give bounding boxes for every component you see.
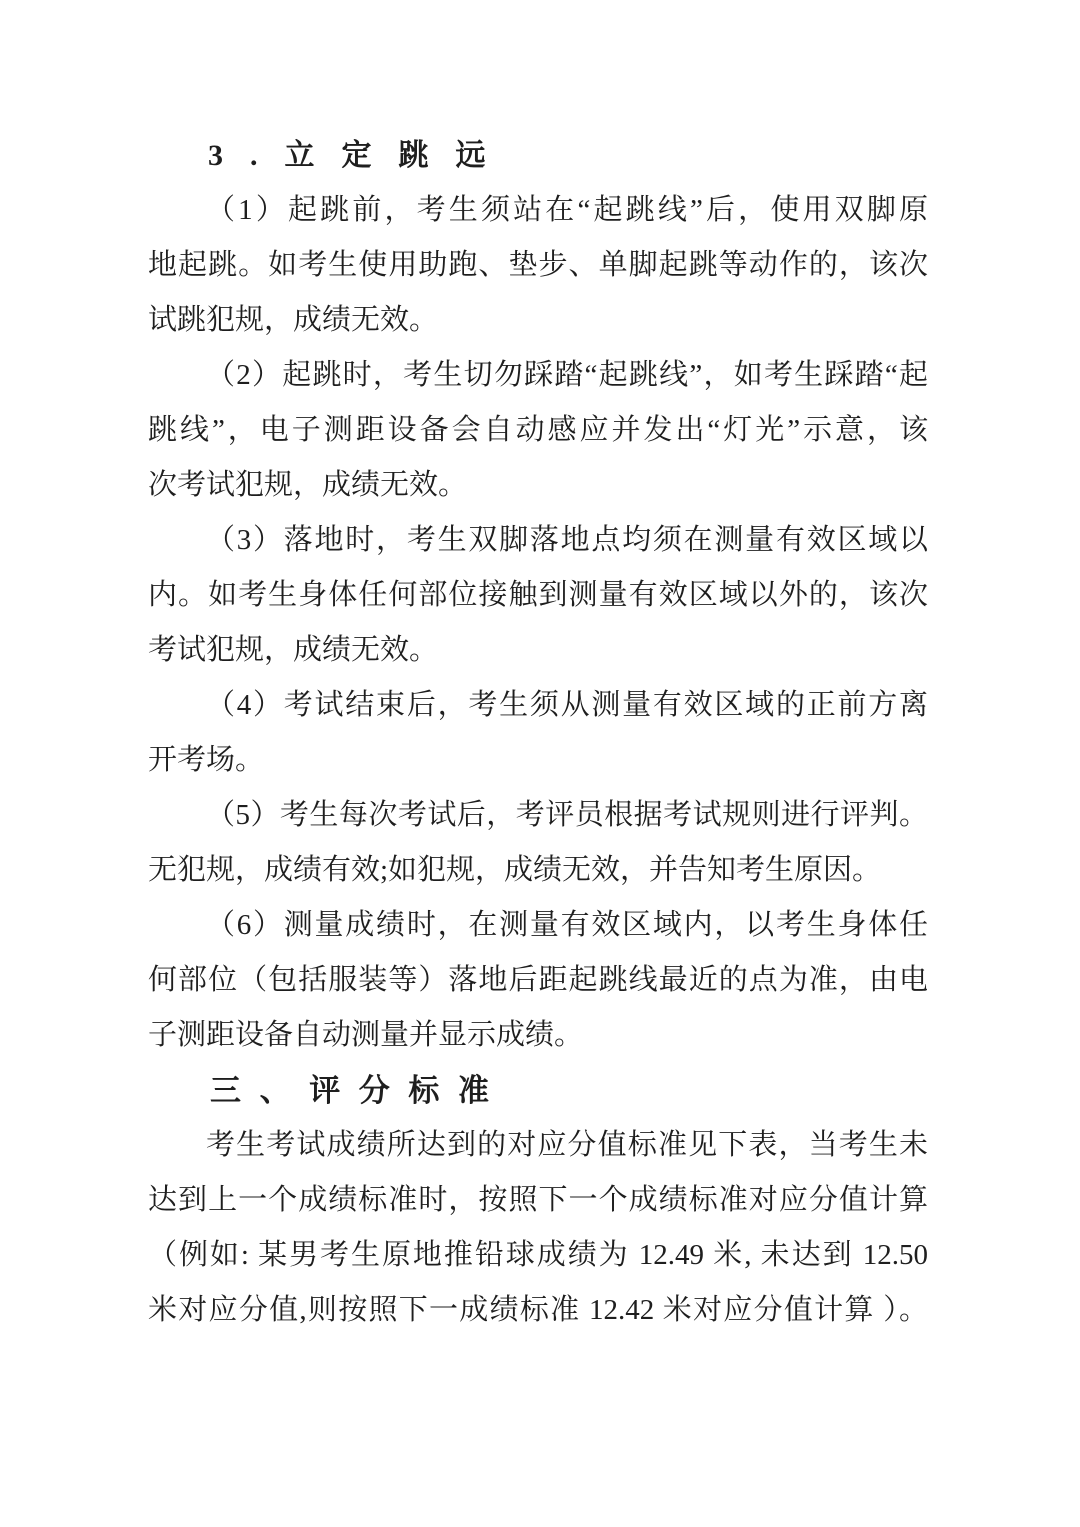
paragraph-line: 跳线”，电子测距设备会自动感应并发出“灯光”示意，该 <box>148 414 928 446</box>
paragraph-rule-6 <box>148 898 928 1063</box>
paragraph-scoring-note <box>148 1118 928 1338</box>
paragraph-line: （例如: 某男考生原地推铅球成绩为 12.49 米, 未达到 12.50 <box>148 1239 928 1271</box>
paragraph-rule-2 <box>148 348 928 513</box>
paragraph-line: 考生考试成绩所达到的对应分值标准见下表，当考生未 <box>206 1129 928 1161</box>
paragraph-line: 开考场。 <box>148 744 265 776</box>
paragraph-line: （1）起跳前，考生须站在“起跳线”后，使用双脚原 <box>206 194 928 226</box>
paragraph-line: 考试犯规，成绩无效。 <box>148 634 439 666</box>
paragraph-line: 达到上一个成绩标准时，按照下一个成绩标准对应分值计算 <box>148 1184 928 1216</box>
paragraph-rule-5 <box>148 788 928 898</box>
paragraph-line: 次考试犯规，成绩无效。 <box>148 469 468 501</box>
paragraph-line: （2）起跳时，考生切勿踩踏“起跳线”，如考生踩踏“起 <box>206 359 928 391</box>
paragraph-rule-4 <box>148 678 928 788</box>
paragraph-line: 内。如考生身体任何部位接触到测量有效区域以外的，该次 <box>148 579 928 611</box>
paragraph-line: （5）考生每次考试后，考评员根据考试规则进行评判。 <box>206 799 928 831</box>
paragraph-line: 子测距设备自动测量并显示成绩。 <box>148 1019 584 1051</box>
paragraph-line: 何部位（包括服装等）落地后距起跳线最近的点为准，由电 <box>148 964 928 996</box>
paragraph-line: 米对应分值,则按照下一成绩标准 12.42 米对应分值计算 ）。 <box>148 1294 928 1326</box>
paragraph-line: 无犯规，成绩有效;如犯规，成绩无效，并告知考生原因。 <box>148 854 882 886</box>
paragraph-rule-3 <box>148 513 928 678</box>
paragraph-line: （3）落地时，考生双脚落地点均须在测量有效区域以 <box>206 524 928 556</box>
paragraph-line: 地起跳。如考生使用助跑、垫步、单脚起跳等动作的，该次 <box>148 249 928 281</box>
heading-standing-long-jump: 3.立定跳远 <box>208 139 513 172</box>
paragraph-line: 试跳犯规，成绩无效。 <box>148 304 439 336</box>
paragraph-rule-1 <box>148 183 928 348</box>
heading-scoring-standard: 三、评分标准 <box>210 1073 508 1108</box>
paragraph-line: （4）考试结束后，考生须从测量有效区域的正前方离 <box>206 689 928 721</box>
paragraph-line: （6）测量成绩时，在测量有效区域内，以考生身体任 <box>206 909 928 941</box>
